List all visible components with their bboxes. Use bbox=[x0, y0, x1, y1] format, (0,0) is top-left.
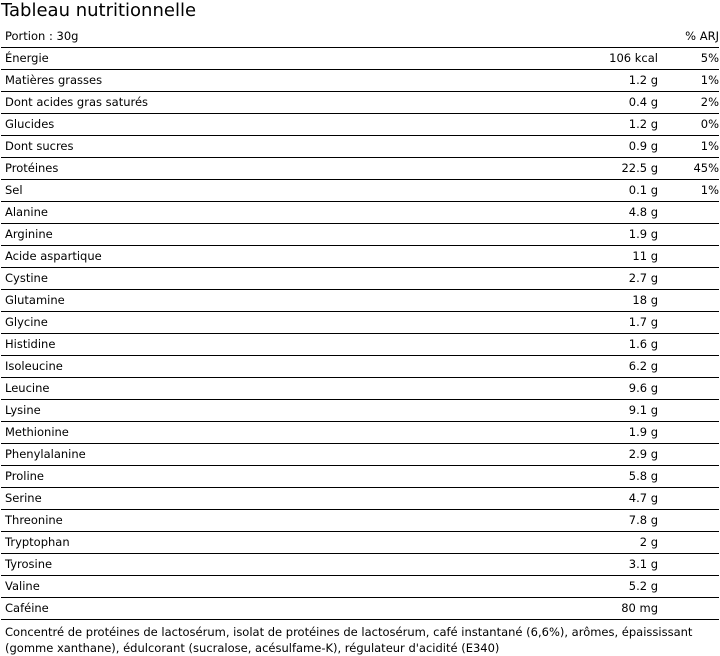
table-row bbox=[1, 356, 719, 378]
nutrient-ajr: 1% bbox=[700, 139, 719, 153]
table-row bbox=[1, 180, 719, 202]
nutrient-ajr bbox=[661, 554, 719, 575]
nutrient-ajr: 2% bbox=[700, 95, 719, 109]
nutrient-ajr bbox=[661, 466, 719, 487]
nutrient-label: Glutamine bbox=[5, 293, 65, 307]
nutrient-label: Glucides bbox=[5, 117, 55, 131]
table-row bbox=[1, 224, 719, 246]
table-row bbox=[1, 554, 719, 576]
nutrient-label: Alanine bbox=[5, 205, 48, 219]
table-row bbox=[1, 466, 719, 488]
nutrient-ajr: 1% bbox=[700, 183, 719, 197]
table-row bbox=[1, 510, 719, 532]
nutrient-amount: 6.2 g bbox=[628, 359, 658, 373]
nutrient-ajr bbox=[661, 268, 719, 289]
nutrient-label: Proline bbox=[5, 469, 44, 483]
table-body bbox=[1, 48, 719, 620]
nutrient-label: Histidine bbox=[5, 337, 56, 351]
table-header-row bbox=[1, 26, 719, 48]
nutrient-amount: 1.9 g bbox=[628, 425, 658, 439]
nutrient-amount: 1.2 g bbox=[628, 73, 658, 87]
nutrition-table bbox=[1, 26, 719, 620]
nutrient-label: Glycine bbox=[5, 315, 48, 329]
nutrient-label: Matières grasses bbox=[5, 73, 103, 87]
nutrient-ajr bbox=[661, 378, 719, 399]
nutrient-label: Serine bbox=[5, 491, 42, 505]
table-row bbox=[1, 598, 719, 620]
page-title: Tableau nutritionnelle bbox=[1, 0, 197, 21]
table-row bbox=[1, 576, 719, 598]
nutrient-amount: 80 mg bbox=[621, 601, 658, 615]
nutrient-amount: 5.2 g bbox=[628, 579, 658, 593]
nutrient-amount: 1.7 g bbox=[628, 315, 658, 329]
nutrient-label: Dont acides gras saturés bbox=[5, 95, 149, 109]
nutrient-label: Énergie bbox=[5, 51, 49, 65]
table-row bbox=[1, 400, 719, 422]
nutrient-amount: 2 g bbox=[639, 535, 658, 549]
nutrient-ajr bbox=[661, 400, 719, 421]
nutrient-label: Protéines bbox=[5, 161, 59, 175]
nutrient-amount: 18 g bbox=[632, 293, 658, 307]
table-row bbox=[1, 312, 719, 334]
nutrient-label: Arginine bbox=[5, 227, 53, 241]
nutrient-amount: 9.6 g bbox=[628, 381, 658, 395]
nutrient-ajr bbox=[661, 576, 719, 597]
table-row bbox=[1, 114, 719, 136]
table-row bbox=[1, 444, 719, 466]
nutrient-amount: 1.6 g bbox=[628, 337, 658, 351]
nutrient-label: Valine bbox=[5, 579, 40, 593]
nutrient-amount: 7.8 g bbox=[628, 513, 658, 527]
table-row bbox=[1, 268, 719, 290]
nutrient-label: Cystine bbox=[5, 271, 48, 285]
amount-header bbox=[458, 26, 661, 47]
nutrient-amount: 0.9 g bbox=[628, 139, 658, 153]
nutrient-ajr bbox=[661, 598, 719, 619]
nutrient-amount: 1.2 g bbox=[628, 117, 658, 131]
nutrient-amount: 0.4 g bbox=[628, 95, 658, 109]
nutrient-label: Leucine bbox=[5, 381, 50, 395]
nutrient-amount: 2.9 g bbox=[628, 447, 658, 461]
nutrient-ajr: 0% bbox=[700, 117, 719, 131]
nutrient-label: Threonine bbox=[5, 513, 63, 527]
table-row bbox=[1, 202, 719, 224]
nutrient-ajr bbox=[661, 510, 719, 531]
ingredients-text: Concentré de protéines de lactosérum, isolat de protéines de lactosérum, café instantané (6,6%), arômes, épaississant (gomme xanthane), édulcorant (sucralose, acésulfame-K), régulateur d'acidité (E340) bbox=[5, 625, 693, 655]
nutrient-amount: 22.5 g bbox=[621, 161, 658, 175]
nutrient-amount: 4.7 g bbox=[628, 491, 658, 505]
nutrient-ajr bbox=[661, 532, 719, 553]
nutrient-ajr bbox=[661, 356, 719, 377]
ajr-header: % ARJ bbox=[685, 29, 719, 43]
table-row bbox=[1, 422, 719, 444]
nutrient-ajr bbox=[661, 422, 719, 443]
nutrient-label: Tryptophan bbox=[5, 535, 70, 549]
nutrient-ajr: 1% bbox=[700, 73, 719, 87]
table-row bbox=[1, 136, 719, 158]
nutrient-ajr: 5% bbox=[700, 51, 719, 65]
table-row bbox=[1, 158, 719, 180]
nutrient-ajr bbox=[661, 312, 719, 333]
table-row bbox=[1, 290, 719, 312]
nutrient-amount: 1.9 g bbox=[628, 227, 658, 241]
nutrient-label: Lysine bbox=[5, 403, 41, 417]
nutrient-label: Tyrosine bbox=[5, 557, 53, 571]
nutrient-amount: 3.1 g bbox=[628, 557, 658, 571]
table-row bbox=[1, 334, 719, 356]
nutrient-ajr bbox=[661, 444, 719, 465]
portion-label: Portion : 30g bbox=[5, 29, 79, 43]
table-row bbox=[1, 378, 719, 400]
nutrient-amount: 5.8 g bbox=[628, 469, 658, 483]
nutrient-label: Isoleucine bbox=[5, 359, 63, 373]
table-row bbox=[1, 70, 719, 92]
table-row bbox=[1, 48, 719, 70]
nutrient-amount: 11 g bbox=[632, 249, 658, 263]
nutrient-ajr bbox=[661, 246, 719, 267]
table-row bbox=[1, 488, 719, 510]
nutrient-amount: 9.1 g bbox=[628, 403, 658, 417]
nutrient-amount: 106 kcal bbox=[609, 51, 658, 65]
nutrient-label: Methionine bbox=[5, 425, 69, 439]
nutrient-amount: 4.8 g bbox=[628, 205, 658, 219]
nutrient-label: Phenylalanine bbox=[5, 447, 86, 461]
table-row bbox=[1, 246, 719, 268]
nutrient-amount: 2.7 g bbox=[628, 271, 658, 285]
nutrient-ajr bbox=[661, 224, 719, 245]
nutrient-amount: 0.1 g bbox=[628, 183, 658, 197]
nutrient-label: Sel bbox=[5, 183, 23, 197]
nutrient-label: Acide aspartique bbox=[5, 249, 102, 263]
nutrient-ajr bbox=[661, 202, 719, 223]
nutrient-ajr: 45% bbox=[693, 161, 719, 175]
nutrient-ajr bbox=[661, 290, 719, 311]
table-row bbox=[1, 92, 719, 114]
nutrient-ajr bbox=[661, 488, 719, 509]
table-row bbox=[1, 532, 719, 554]
nutrient-ajr bbox=[661, 334, 719, 355]
nutrient-label: Dont sucres bbox=[5, 139, 74, 153]
nutrient-label: Caféine bbox=[5, 601, 49, 615]
